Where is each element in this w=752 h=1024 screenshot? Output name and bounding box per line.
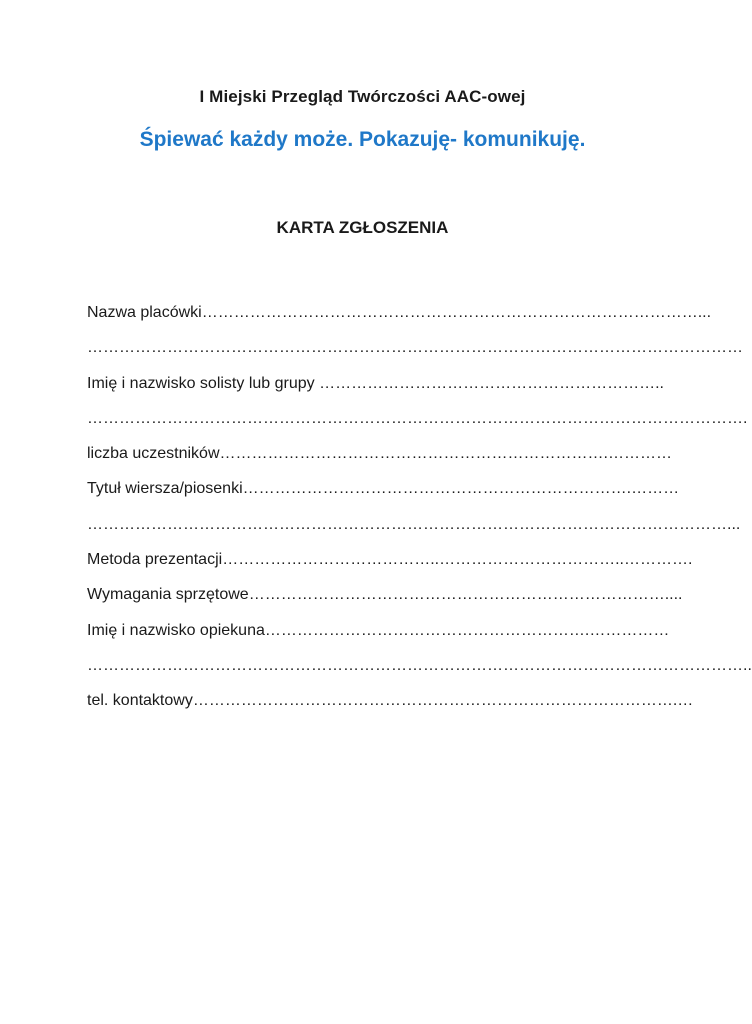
form-heading: KARTA ZGŁOSZENIA bbox=[276, 218, 449, 237]
field-guardian-name-continued[interactable]: …………………………………………………………………………………………………………….. bbox=[87, 656, 752, 674]
event-motto: Śpiewać każdy może. Pokazuję- komunikuję. bbox=[139, 128, 586, 151]
field-soloist-or-group-name-continued[interactable]: ……………………………………………………………………………………………………………. bbox=[87, 409, 748, 427]
field-presentation-method[interactable]: Metoda prezentacji…………………………………..……………………………..…………. bbox=[87, 551, 693, 569]
field-facility-name[interactable]: Nazwa placówki…………………………………………………………………………………... bbox=[87, 304, 712, 321]
field-participant-count[interactable]: liczba uczestników……………………………………………………………….………… bbox=[87, 445, 672, 463]
field-soloist-or-group-name[interactable]: Imię i nazwisko solisty lub grupy ……………………………………………………….. bbox=[87, 374, 664, 392]
form-fields bbox=[87, 300, 752, 724]
field-guardian-name[interactable]: Imię i nazwisko opiekuna…………………………………………………….…………… bbox=[87, 621, 670, 639]
field-equipment-requirements[interactable]: Wymagania sprzętowe…………………………………………………………………….... bbox=[87, 586, 683, 604]
field-poem-song-title[interactable]: Tytuł wiersza/piosenki……………………………………………………………….……… bbox=[87, 480, 680, 498]
field-poem-song-title-continued[interactable]: …………………………………………………………………………………………………………... bbox=[87, 515, 741, 533]
field-facility-name-continued[interactable]: …………………………………………………………………………………………………………… bbox=[87, 339, 743, 357]
event-title: I Miejski Przegląd Twórczości AAC-owej bbox=[199, 87, 526, 106]
field-contact-phone[interactable]: tel. kontaktowy……………………………………………………………………………….… bbox=[87, 692, 694, 710]
